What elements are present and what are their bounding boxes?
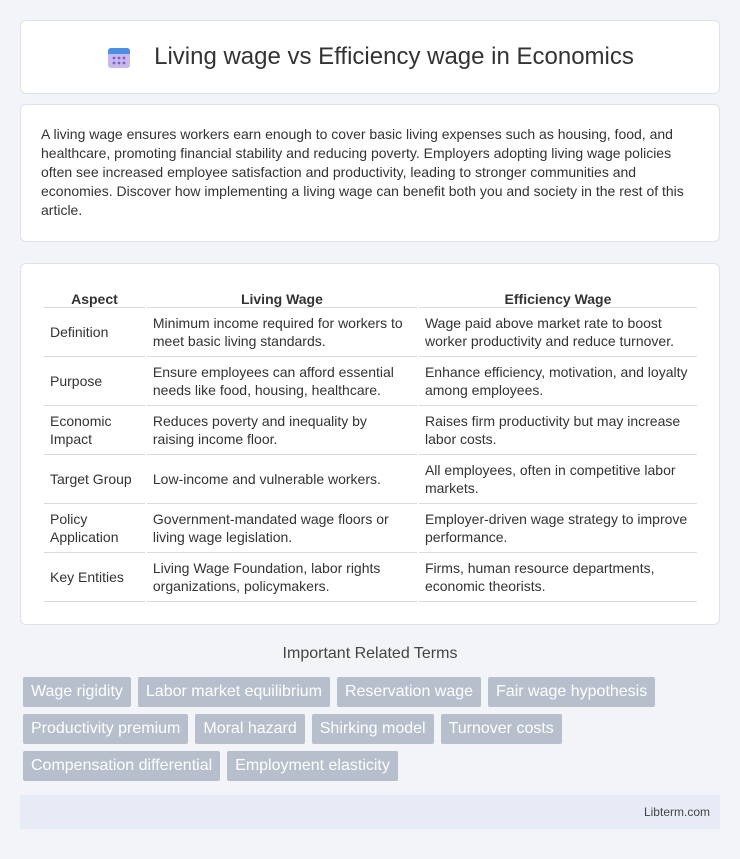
table-row: [44, 553, 697, 602]
title-card: [20, 20, 720, 94]
related-term-tag[interactable]: Reservation wage: [337, 677, 481, 707]
comparison-table-card: [20, 263, 720, 625]
related-term-tag[interactable]: Productivity premium: [23, 714, 188, 744]
related-term-tag[interactable]: Employment elasticity: [227, 751, 398, 781]
table-cell-efficiency: Firms, human resource departments, economic theorists.: [419, 553, 697, 602]
table-cell-aspect: Definition: [44, 308, 145, 357]
table-cell-aspect: Economic Impact: [44, 406, 145, 455]
related-term-tag[interactable]: Labor market equilibrium: [138, 677, 330, 707]
table-cell-living: Ensure employees can afford essential needs like food, housing, healthcare.: [147, 357, 417, 406]
footer-site-link[interactable]: Libterm.com: [643, 805, 710, 819]
page-title: Living wage vs Efficiency wage in Economics: [154, 43, 634, 70]
table-row: [44, 357, 697, 406]
table-cell-efficiency: Raises firm productivity but may increase labor costs.: [419, 406, 697, 455]
table-row: [44, 308, 697, 357]
table-cell-aspect: Purpose: [44, 357, 145, 406]
intro-text: A living wage ensures workers earn enough to cover basic living expenses such as housing, food, and healthcare, promoting financial stability and reducing poverty. Employers adopting living wage policies often see increased employee satisfaction and productivity, leading to stronger communities and economies. Discover how implementing a living wage can benefit both you and society in the rest of this article.: [41, 126, 684, 218]
table-cell-living: Minimum income required for workers to meet basic living standards.: [147, 308, 417, 357]
related-terms-tags: [23, 677, 703, 781]
table-row: [44, 406, 697, 455]
footer: [20, 795, 720, 829]
table-cell-efficiency: Wage paid above market rate to boost worker productivity and reduce turnover.: [419, 308, 697, 357]
table-header-row: [44, 284, 697, 308]
comparison-table: [42, 284, 699, 602]
table-cell-efficiency: Employer-driven wage strategy to improve performance.: [419, 504, 697, 553]
calendar-icon: [106, 44, 132, 70]
table-cell-aspect: Key Entities: [44, 553, 145, 602]
table-cell-aspect: Policy Application: [44, 504, 145, 553]
table-row: [44, 455, 697, 504]
table-cell-living: Reduces poverty and inequality by raising income floor.: [147, 406, 417, 455]
table-cell-living: Low-income and vulnerable workers.: [147, 455, 417, 504]
header-efficiency-wage: Efficiency Wage: [419, 284, 697, 308]
table-cell-efficiency: Enhance efficiency, motivation, and loyalty among employees.: [419, 357, 697, 406]
related-term-tag[interactable]: Wage rigidity: [23, 677, 131, 707]
related-term-tag[interactable]: Compensation differential: [23, 751, 220, 781]
header-aspect: Aspect: [44, 284, 145, 308]
related-term-tag[interactable]: Shirking model: [312, 714, 434, 744]
table-cell-living: Living Wage Foundation, labor rights organizations, policymakers.: [147, 553, 417, 602]
table-cell-living: Government-mandated wage floors or living wage legislation.: [147, 504, 417, 553]
related-terms-section: [20, 645, 720, 678]
intro-card: [20, 104, 720, 242]
header-living-wage: Living Wage: [147, 284, 417, 308]
related-term-tag[interactable]: Moral hazard: [195, 714, 304, 744]
table-cell-efficiency: All employees, often in competitive labor markets.: [419, 455, 697, 504]
related-term-tag[interactable]: Turnover costs: [441, 714, 562, 744]
table-cell-aspect: Target Group: [44, 455, 145, 504]
related-terms-title: Important Related Terms: [282, 645, 458, 662]
table-row: [44, 504, 697, 553]
related-term-tag[interactable]: Fair wage hypothesis: [488, 677, 655, 707]
